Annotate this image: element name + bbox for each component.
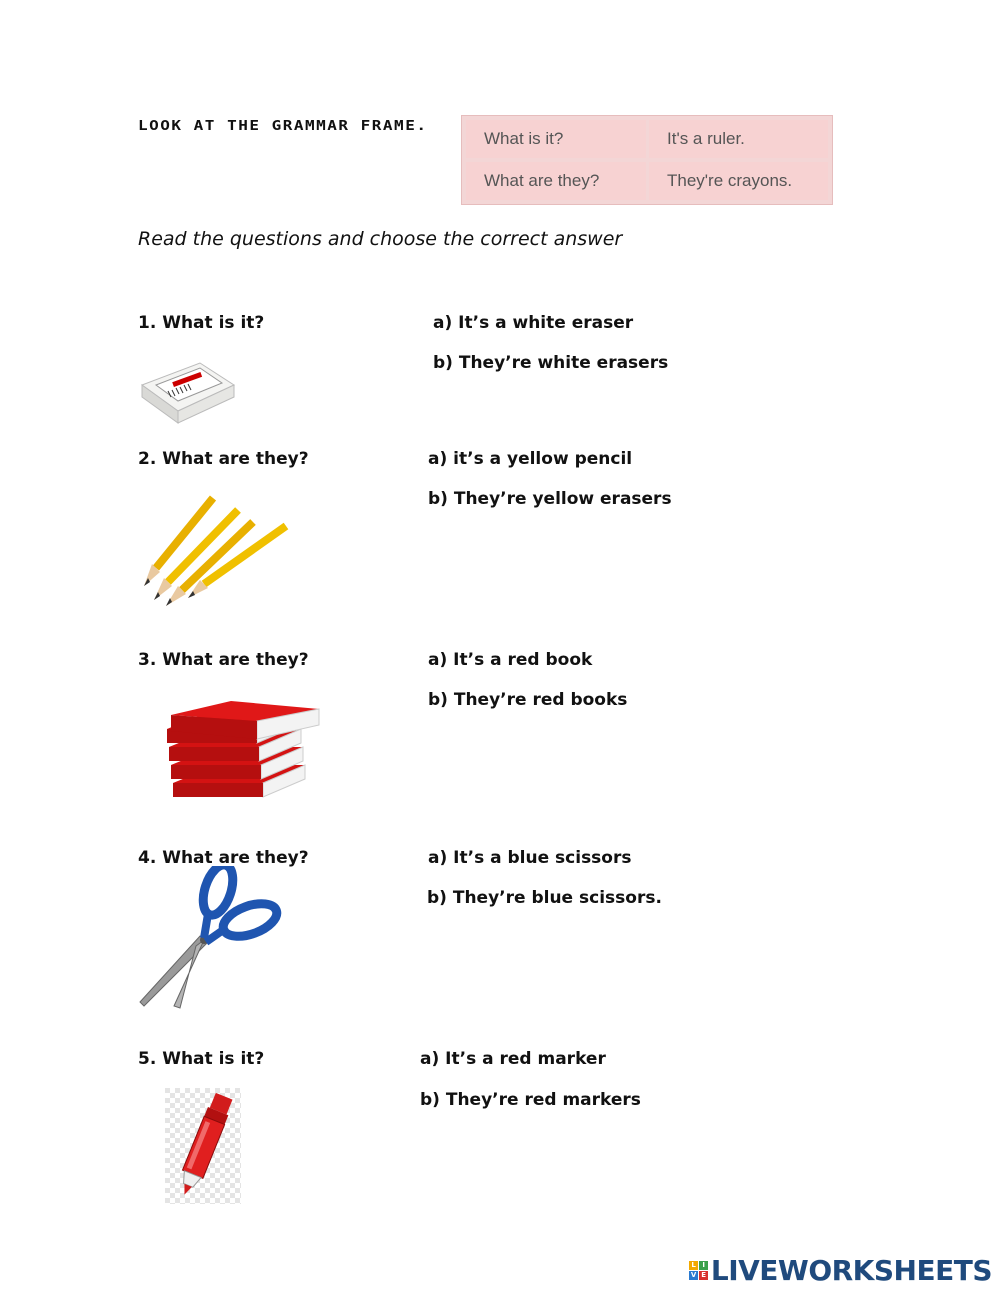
books-image bbox=[165, 693, 325, 818]
brand-name: LIVEWORKSHEETS bbox=[710, 1254, 992, 1287]
liveworksheets-logo bbox=[689, 1254, 992, 1287]
question-1-option-b[interactable]: b) They’re white erasers bbox=[433, 353, 669, 373]
question-5: 5. What is it? bbox=[138, 1049, 265, 1069]
brand-logo-icon bbox=[689, 1261, 708, 1280]
question-3-option-b[interactable]: b) They’re red books bbox=[428, 690, 628, 710]
logo-letter-l: L bbox=[689, 1261, 698, 1270]
question-4-option-a[interactable]: a) It’s a blue scissors bbox=[428, 848, 632, 868]
logo-letter-v: V bbox=[689, 1271, 698, 1280]
question-2-option-b[interactable]: b) They’re yellow erasers bbox=[428, 489, 672, 509]
grammar-frame-table bbox=[461, 115, 833, 205]
question-4-option-b[interactable]: b) They’re blue scissors. bbox=[427, 888, 662, 908]
question-2: 2. What are they? bbox=[138, 449, 309, 469]
grammar-cell-question-2: What are they? bbox=[466, 162, 646, 200]
frame-title: LOOK AT THE GRAMMAR FRAME. bbox=[138, 117, 428, 134]
instruction-text: Read the questions and choose the correct answer bbox=[138, 228, 623, 250]
grammar-cell-answer-2: They're crayons. bbox=[649, 162, 828, 200]
grammar-cell-question-1: What is it? bbox=[466, 120, 646, 158]
pencils-image bbox=[138, 490, 293, 610]
question-5-option-a[interactable]: a) It’s a red marker bbox=[420, 1049, 606, 1069]
eraser-image bbox=[138, 355, 238, 427]
logo-letter-e: E bbox=[699, 1271, 708, 1280]
question-2-option-a[interactable]: a) it’s a yellow pencil bbox=[428, 449, 633, 469]
question-3-option-a[interactable]: a) It’s a red book bbox=[428, 650, 593, 670]
scissors-image bbox=[138, 866, 283, 1014]
grammar-cell-answer-1: It's a ruler. bbox=[649, 120, 828, 158]
question-4: 4. What are they? bbox=[138, 848, 309, 868]
question-5-option-b[interactable]: b) They’re red markers bbox=[420, 1090, 641, 1110]
logo-letter-i: I bbox=[699, 1261, 708, 1270]
question-1: 1. What is it? bbox=[138, 313, 265, 333]
question-1-option-a[interactable]: a) It’s a white eraser bbox=[433, 313, 634, 333]
question-3: 3. What are they? bbox=[138, 650, 309, 670]
marker-image bbox=[165, 1088, 241, 1204]
